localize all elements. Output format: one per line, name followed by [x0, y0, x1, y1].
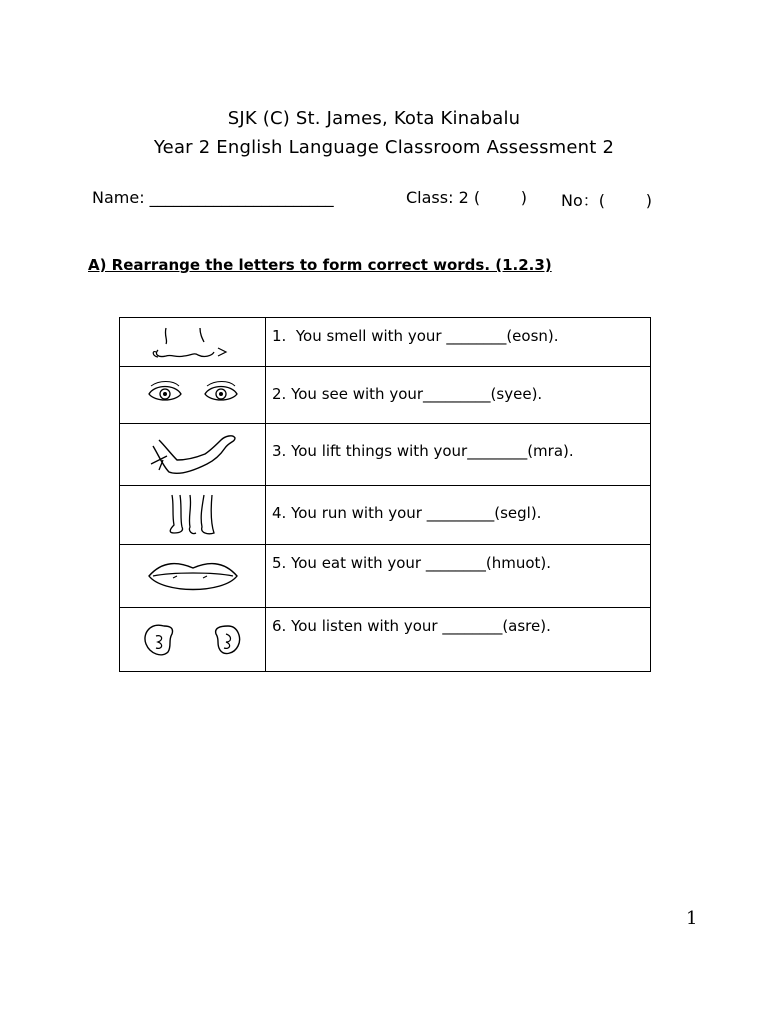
eyes-icon: [143, 378, 243, 412]
section-a-title: A) Rearrange the letters to form correct words. (1.2.3): [88, 256, 552, 274]
number-field: No：( ): [561, 191, 652, 210]
question-text: 2. You see with your_________(syee).: [272, 385, 543, 403]
table-row: [120, 367, 651, 424]
worksheet-table: [119, 317, 651, 672]
assessment-title: Year 2 English Language Classroom Assessment 2: [153, 137, 615, 158]
question-text: 4. You run with your _________(segl).: [272, 504, 542, 522]
table-row: [120, 424, 651, 486]
legs-cell: [120, 486, 266, 545]
legs-icon: [158, 493, 228, 537]
question-6: [266, 608, 651, 672]
table-row: [120, 608, 651, 672]
mouth-cell: [120, 545, 266, 608]
question-2: [266, 367, 651, 424]
question-text: 6. You listen with your ________(asre).: [272, 617, 551, 635]
table-row: [120, 545, 651, 608]
nose-cell: [120, 318, 266, 367]
arm-cell: [120, 424, 266, 486]
question-text: 3. You lift things with your________(mra).: [272, 442, 574, 460]
question-3: [266, 424, 651, 486]
class-field: Class: 2 ( ): [406, 188, 528, 207]
question-1: [266, 318, 651, 367]
question-4: [266, 486, 651, 545]
mouth-icon: [143, 554, 243, 598]
question-text: 1. You smell with your ________(eosn).: [272, 327, 559, 345]
eyes-cell: [120, 367, 266, 424]
table-row: [120, 318, 651, 367]
question-5: [266, 545, 651, 608]
ears-cell: [120, 608, 266, 672]
ears-icon: [138, 618, 248, 662]
school-title: SJK (C) St. James, Kota Kinabalu: [227, 108, 521, 129]
page-number: 1: [686, 908, 698, 929]
arm-icon: [145, 430, 241, 480]
question-text: 5. You eat with your ________(hmuot).: [272, 554, 552, 572]
nose-icon: [148, 322, 238, 362]
name-field: Name: _______________________: [92, 188, 334, 207]
table-row: [120, 486, 651, 545]
